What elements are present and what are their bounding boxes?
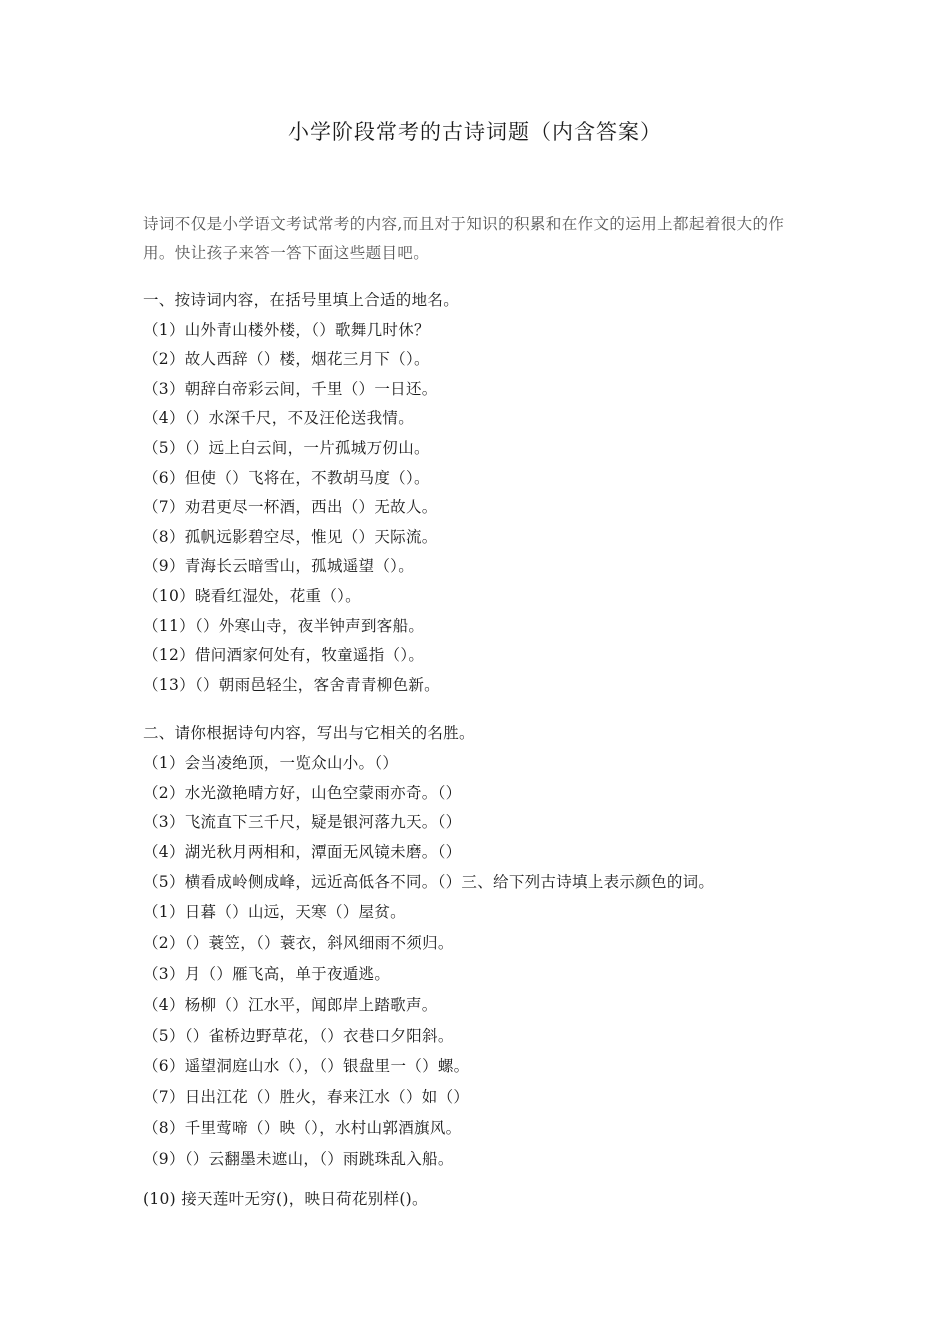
question-line: （10）晓看红湿处，花重（）。 [143, 586, 361, 605]
question-line: （4）湖光秋月两相和，潭面无风镜未磨。（） [143, 843, 462, 862]
question-line: （4）（）水深千尺，不及汪伦送我情。 [143, 409, 415, 428]
question-line: （2）（）蓑笠，（）蓑衣，斜风细雨不须归。 [143, 933, 454, 952]
intro-paragraph: 诗词不仅是小学语文考试常考的内容,而且对于知识的积累和在作文的运用上都起着很大的作用。快让孩子来答一答下面这些题目吧。 [143, 215, 785, 262]
question-line: （9）（）云翻墨未遮山，（）雨跳珠乱入船。 [143, 1150, 454, 1169]
question-line: （3）朝辞白帝彩云间，千里（）一日还。 [143, 379, 438, 398]
question-line: （7）劝君更尽一杯酒，西出（）无故人。 [143, 498, 438, 517]
question-line: （7）日出江花（）胜火，春来江水（）如（） [143, 1088, 470, 1107]
question-line: （13）（）朝雨邑轻尘，客舍青青柳色新。 [143, 675, 440, 694]
question-line: (10) 接天莲叶无穷()，映日荷花别样()。 [143, 1190, 428, 1208]
question-line: （4）杨柳（）江水平，闻郎岸上踏歌声。 [143, 995, 438, 1014]
question-line: （1）会当凌绝顶，一览众山小。（） [143, 753, 399, 772]
question-line: （5）（）雀桥边野草花，（）衣巷口夕阳斜。 [143, 1026, 454, 1045]
section-2-heading: 二、请你根据诗句内容，写出与它相关的名胜。 [143, 724, 475, 742]
question-line: （6）遥望洞庭山水（），（）银盘里一（）螺。 [143, 1057, 470, 1076]
question-line: （1）山外青山楼外楼，（）歌舞几时休？ [143, 320, 430, 339]
page-title: 小学阶段常考的古诗词题（内含答案） [288, 120, 662, 144]
question-line: （8）孤帆远影碧空尽，惟见（）天际流。 [143, 527, 438, 546]
question-line: （6）但使（）飞将在，不教胡马度（）。 [143, 468, 430, 487]
section-1 [143, 286, 843, 700]
question-line: （8）千里莺啼（）映（），水村山郭酒旗风。 [143, 1119, 462, 1138]
question-line: （11）（）外寒山寺，夜半钟声到客船。 [143, 616, 425, 635]
question-line: （3）飞流直下三千尺，疑是银河落九天。（） [143, 813, 462, 832]
section-2 [143, 719, 843, 898]
section-1-heading: 一、按诗词内容，在括号里填上合适的地名。 [143, 291, 460, 309]
question-line: （2）故人西辞（）楼，烟花三月下（）。 [143, 350, 430, 369]
question-line: （12）借问酒家何处有，牧童遥指（）。 [143, 646, 425, 665]
section-3 [143, 897, 843, 1175]
question-line: （5）横看成岭侧成峰，远近高低各不同。（）三、给下列古诗填上表示颜色的词。 [143, 872, 715, 891]
question-line: （1）日暮（）山远，天寒（）屋贫。 [143, 903, 406, 921]
section-3-last [143, 1184, 843, 1214]
question-line: （5）（）远上白云间，一片孤城万仞山。 [143, 438, 430, 457]
question-line: （3）月（）雁飞高，单于夜遁逃。 [143, 964, 391, 983]
question-line: （9）青海长云暗雪山，孤城遥望（）。 [143, 557, 415, 576]
question-line: （2）水光潋艳晴方好，山色空蒙雨亦奇。（） [143, 783, 462, 802]
